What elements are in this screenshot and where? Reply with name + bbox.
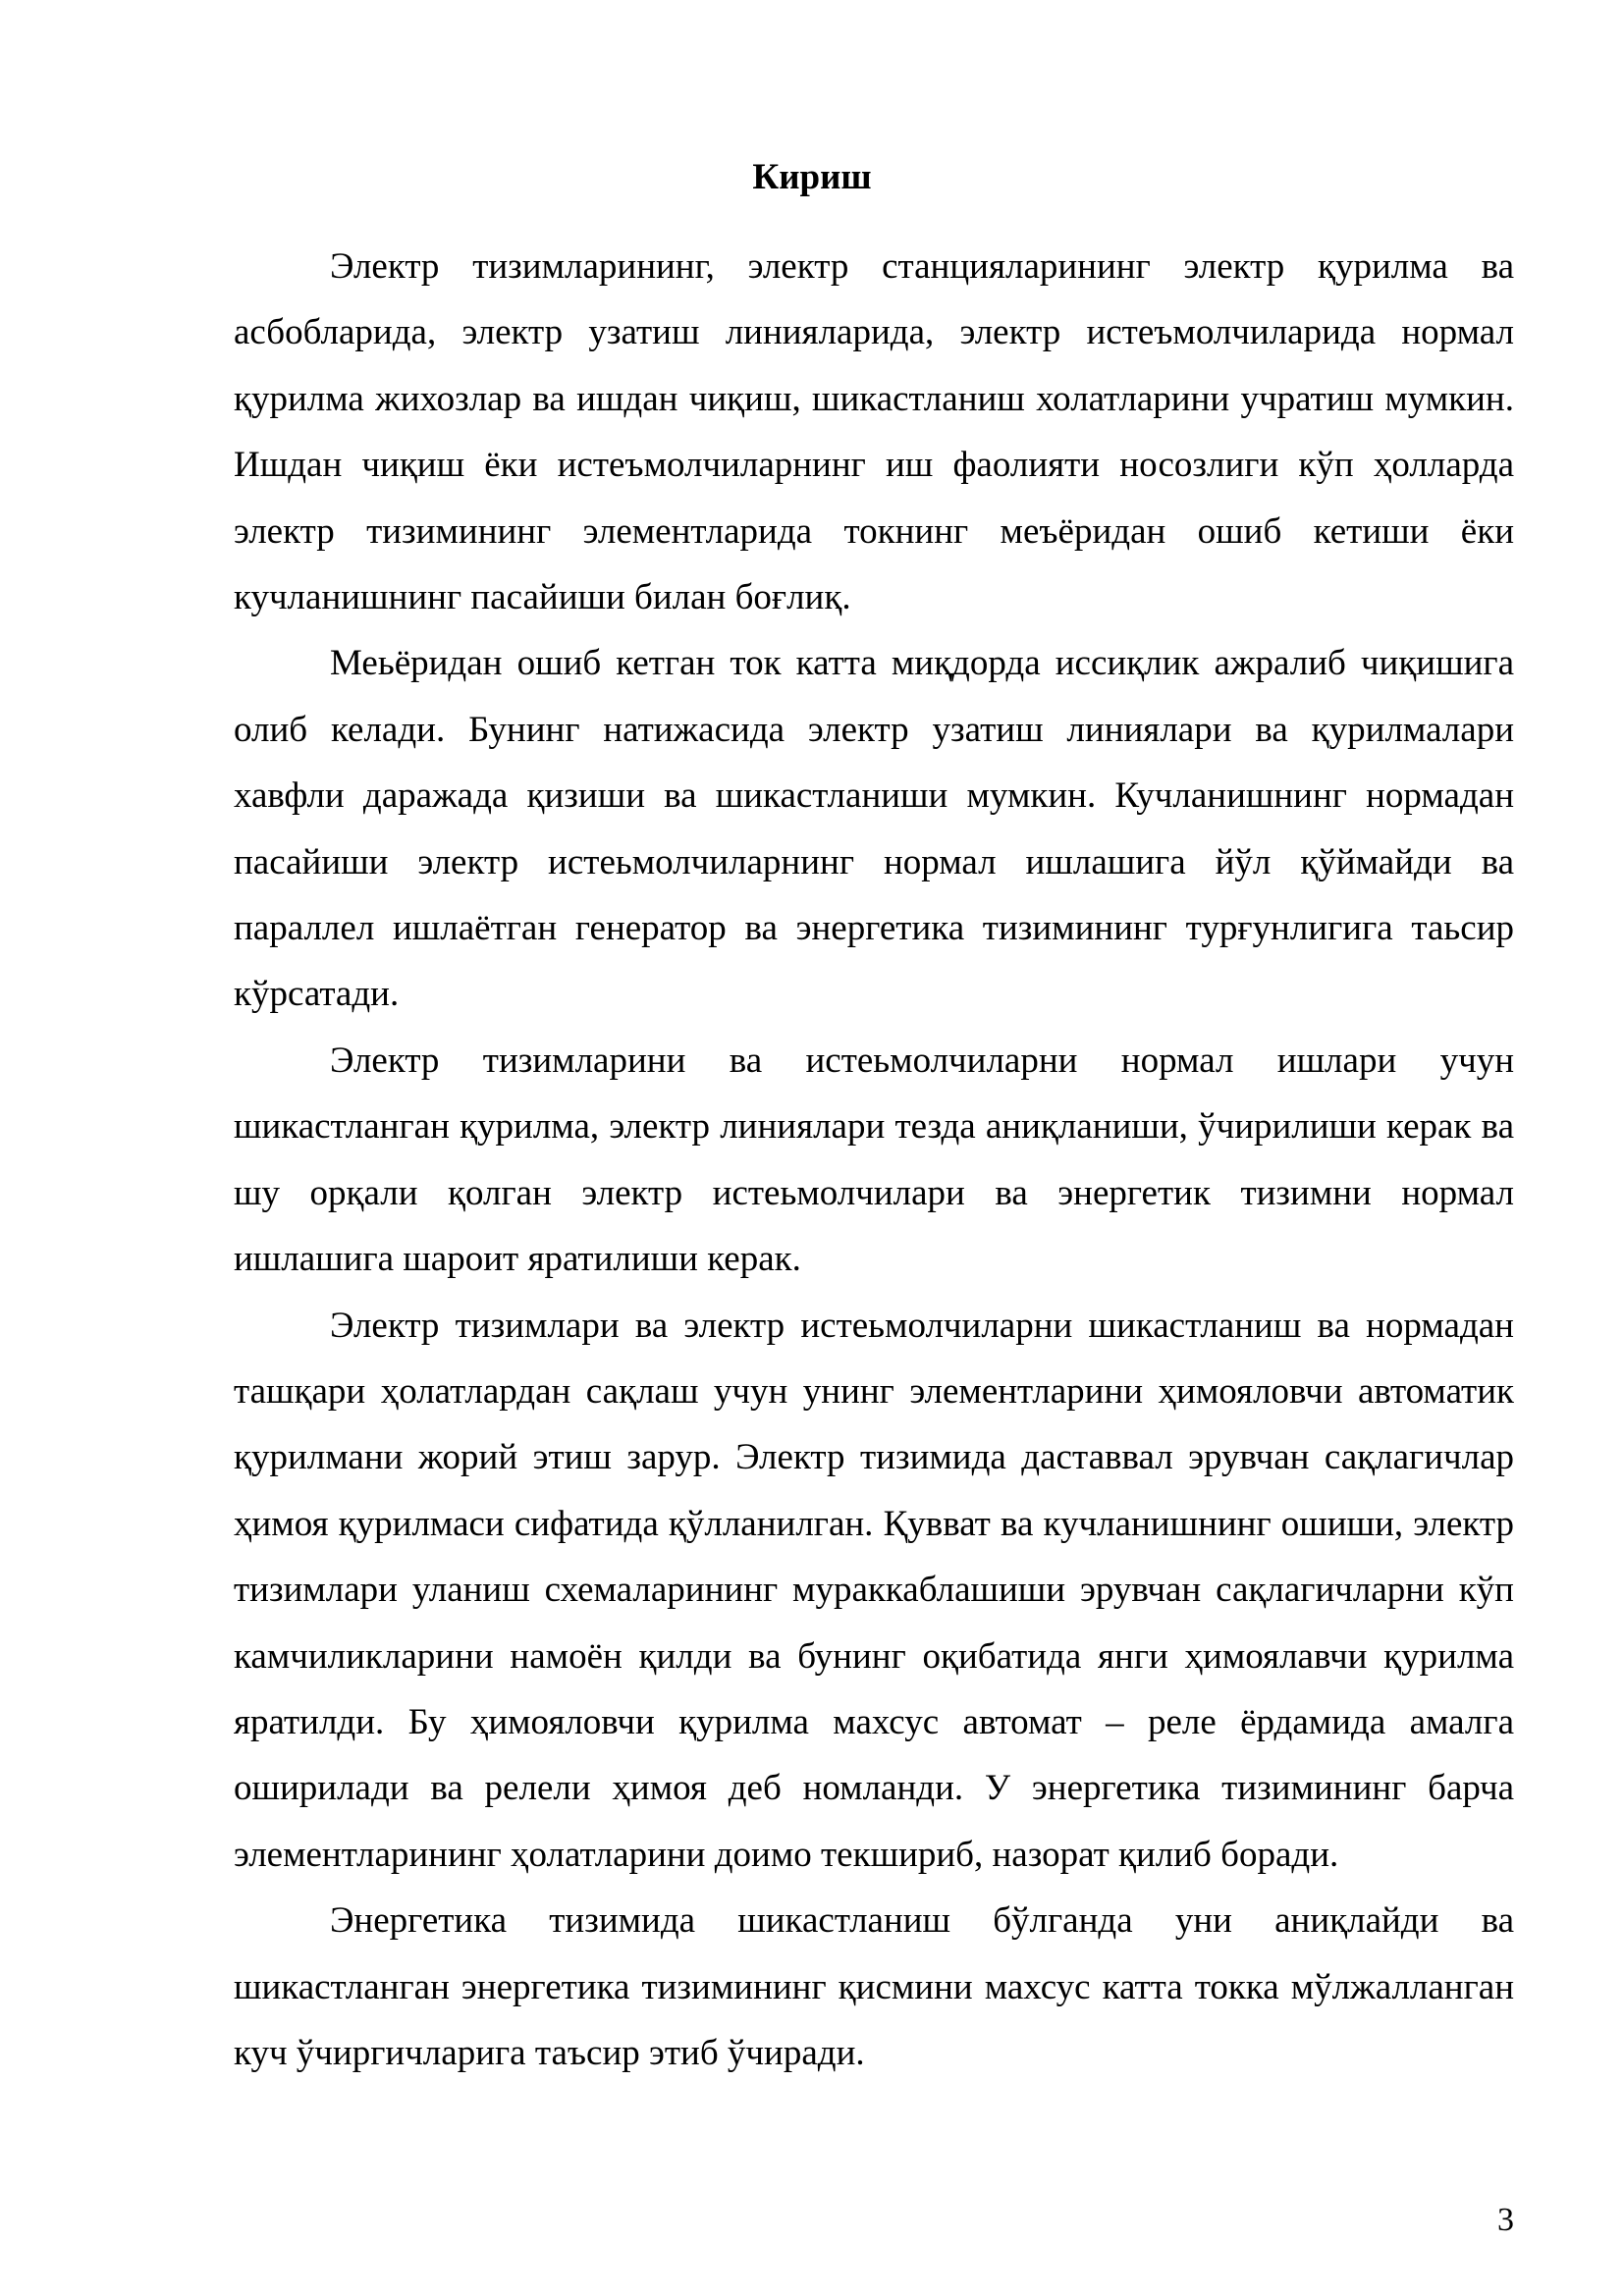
paragraph-4: Электр тизимлари ва электр истеьмолчиларни шикастланиш ва нормадан ташқари ҳолатлардан сақлаш учун унинг элементларини ҳимояловчи автоматик қурилмани жорий этиш зарур. Электр тизимида даставвал эрувчан сақлагичлар ҳимоя қурилмаси сифатида қўлланилган. Қувват ва кучланишнинг ошиши, электр тизимлари уланиш схемаларининг мураккаблашиши эрувчан сақлагичларни кўп камчиликларини намоён қилди ва бунинг оқибатида янги ҳимоялавчи қурилма яратилди. Бу ҳимояловчи қурилма махсус автомат – реле ёрдамида амалга оширилади ва релели ҳимоя деб номланди. У энергетика тизимининг барча элементларининг ҳолатларини доимо текшириб, назорат қилиб боради. xyxy=(234,1305,1514,1875)
body-text xyxy=(234,234,1514,2086)
paragraph-5: Энергетика тизимида шикастланиш бўлганда уни аниқлайди ва шикастланган энергетика тизимининг қисмини махсус катта токка мўлжалланган куч ўчиргичларига таъсир этиб ўчиради. xyxy=(234,1900,1514,2073)
paragraph-3: Электр тизимларини ва истеьмолчиларни нормал ишлари учун шикастланган қурилма, электр линиялари тезда аниқланиши, ўчирилиши керак ва шу орқали қолган электр истеьмолчилари ва энергетик тизимни нормал ишлашига шароит яратилиши керак. xyxy=(234,1040,1514,1280)
page-number: 3 xyxy=(1497,2202,1514,2238)
paragraph-1: Электр тизимларининг, электр станцияларининг электр қурилма ва асбобларида, электр узатиш линияларида, электр истеъмолчиларида нормал қурилма жихозлар ва ишдан чиқиш, шикастланиш холатларини учратиш мумкин. Ишдан чиқиш ёки истеъмолчиларнинг иш фаолияти носозлиги кўп ҳолларда электр тизимининг элементларида токнинг меъёридан ошиб кетиши ёки кучланишнинг пасайиши билан боғлиқ. xyxy=(234,246,1514,618)
paragraph-2: Меьёридан ошиб кетган ток катта миқдорда иссиқлик ажралиб чиқишига олиб келади. Бунинг натижасида электр узатиш линиялари ва қурилмалари хавфли даражада қизиши ва шикастланиши мумкин. Кучланишнинг нормадан пасайиши электр истеьмолчиларнинг нормал ишлашига йўл қўймайди ва параллел ишлаётган генератор ва энергетика тизимининг турғунлигига таьсир кўрсатади. xyxy=(234,643,1514,1015)
page-title: Кириш xyxy=(752,157,872,197)
